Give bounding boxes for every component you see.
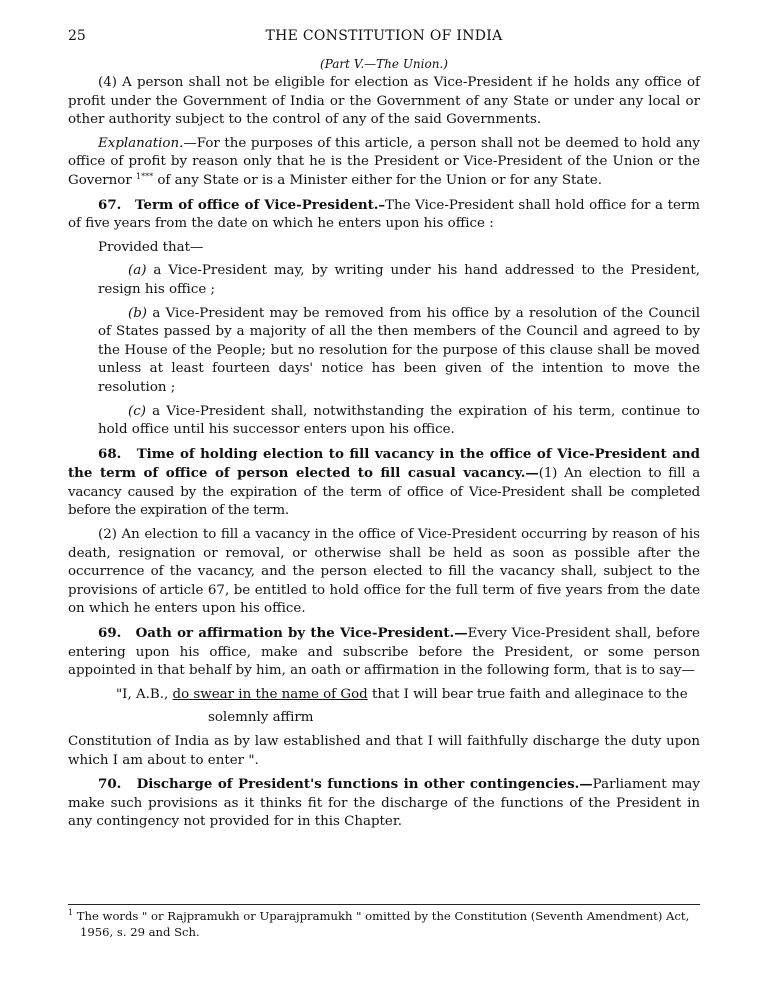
clause-a-label: (a) [128, 263, 147, 279]
article-66-clause-4: (4) A person shall not be eligible for election as Vice-President if he holds any office of profit under the Government of India or the Government of any State or under any local or other authority subject to the control of any of the said Governments. [68, 75, 700, 128]
clause-c-text: a Vice-President shall, notwithstanding the expiration of his term, continue to hold office until his successor enters upon his office. [98, 403, 700, 438]
article-70-heading: Discharge of President's functions in other contingencies.— [136, 776, 593, 793]
explanation-text-b: of any State or is a Minister either for the Union or for any State. [153, 172, 602, 188]
page-header [68, 28, 700, 48]
footnote-text: The words " or Rajpramukh or Uparajpramukh " omitted by the Constitution (Seventh Amendment) Act, 1956, s. 29 and Sch. [73, 909, 690, 939]
article-67-number: 67. [98, 196, 122, 213]
footnote-1 [68, 908, 700, 940]
part-label: (Part V.—The Union.) [320, 57, 448, 71]
article-69-text: Every Vice-President shall, before entering upon his office, make and subscribe before the President, or some person appointed in that behalf by him, an oath or affirmation in the following form, that is to say— [68, 626, 700, 679]
explanation-label: Explanation. [98, 135, 184, 151]
oath-ending: Constitution of India as by law established and that I will faithfully discharge the duty upon which I am about to enter ". [68, 734, 700, 768]
running-title: THE CONSTITUTION OF INDIA [265, 28, 503, 44]
article-68 [68, 445, 700, 521]
oath-rest: that I will bear true faith and alleginace to the [367, 686, 688, 702]
explanation-dash: — [183, 135, 197, 151]
clause-a-text: a Vice-President may, by writing under his hand addressed to the President, resign his office ; [98, 263, 700, 297]
footnote-marker: 1 [68, 908, 74, 917]
article-67-proviso: Provided that— [98, 239, 204, 255]
article-68-number: 68. [98, 445, 122, 462]
article-70-text: Parliament may make such provisions as it thinks fit for the discharge of the functions of the President in any contingency not provided for in this Chapter. [68, 777, 700, 830]
article-68-clause-1: (1) An election to fill a vacancy caused by the expiration of the term of office of Vice-President shall be completed before the expiration of the term. [68, 466, 700, 519]
page-number: 25 [68, 28, 86, 44]
oath-swear-option: do swear in the name of God [172, 686, 368, 702]
oath-form [116, 686, 700, 705]
oath-affirm-option: solemnly affirm [208, 710, 314, 726]
article-69 [68, 624, 700, 681]
explanation-text-a: For the purposes of this article, a person shall not be deemed to hold any office of profit by reason only that he is the President or Vice-President of the Union or the Governor [68, 135, 700, 188]
article-68-heading: Time of holding election to fill vacancy in the office of Vice-President and the term of office of person elected to fill casual vacancy.— [68, 445, 700, 482]
article-69-heading: Oath or affirmation by the Vice-President.— [135, 625, 468, 642]
explanation-paragraph [68, 135, 700, 191]
oath-prefix: "I, A.B., [116, 686, 173, 702]
clause-b-text: a Vice-President may be removed from his office by a resolution of the Council of States passed by a majority of all the then members of the Council and agreed to by the House of the People; but no resolution for the purpose of this clause shall be moved unless at least fourteen days' notice has been given of the intention to move the resolution ; [98, 305, 700, 395]
article-70-number: 70. [98, 776, 122, 793]
article-69-number: 69. [98, 625, 122, 642]
article-70 [68, 775, 700, 832]
omission-marker: 1*** [136, 171, 154, 181]
footnote-divider [68, 904, 700, 905]
article-67-text: The Vice-President shall hold office for a term of five years from the date on which he enters upon his office : [68, 197, 700, 232]
article-67-clause-a [98, 262, 700, 299]
document-body [68, 74, 700, 837]
article-67-heading: Term of office of Vice-President.– [135, 196, 386, 213]
clause-c-label: (c) [128, 403, 146, 419]
article-67 [68, 196, 700, 234]
article-67-clause-b [98, 305, 700, 398]
article-68-clause-2: (2) An election to fill a vacancy in the office of Vice-President occurring by reason of his death, resignation or removal, or otherwise shall be held as soon as possible after the occurrence of the vacancy, and the person elected to fill the vacancy shall, subject to the provisions of article 67, be entitled to hold office for the full term of five years from the date on which he enters upon his office. [68, 527, 700, 617]
article-67-clause-c [98, 403, 700, 440]
clause-b-label: (b) [128, 305, 148, 321]
footnote [68, 908, 700, 940]
